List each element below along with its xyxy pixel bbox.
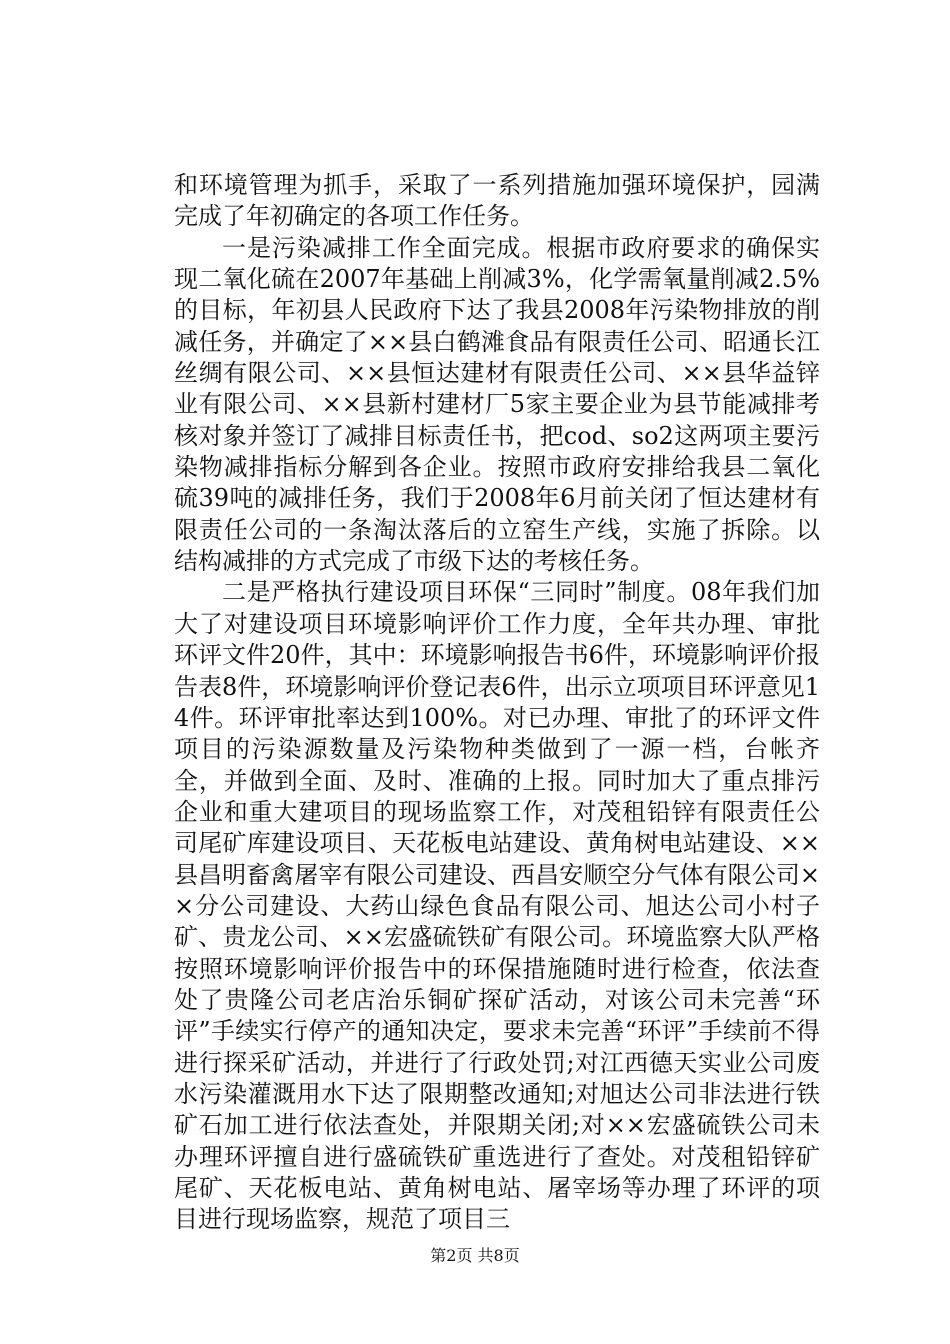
body-text xyxy=(174,170,820,1236)
paragraph-continuation: 和环境管理为抓手，采取了一系列措施加强环境保护，园满完成了年初确定的各项工作任务。 xyxy=(174,171,820,231)
paragraph-eia-system: 二是严格执行建设项目环保“三同时”制度。08年我们加大了对建设项目环境影响评价工作力度，全年共办理、审批环评文件20件，其中：环境影响报告书6件，环境影响评价报告表8件，环境影响评价登记表6件，出示立项项目环评意见14件。环评审批率达到100%。对已办理、审批了的环评文件项目的污染源数量及污染物种类做到了一源一档，台帐齐全，并做到全面、及时、准确的上报。同时加大了重点排污企业和重大建项目的现场监察工作，对茂租铅锌有限责任公司尾矿库建设项目、天花板电站建设、黄角树电站建设、××县昌明畜禽屠宰有限公司建设、西昌安顺空分气体有限公司××分公司建设、大药山绿色食品有限公司、旭达公司小村子矿、贵龙公司、××宏盛硫铁矿有限公司。环境监察大队严格按照环境影响评价报告中的环保措施随时进行检查，依法查处了贵隆公司老店治乐铜矿探矿活动，对该公司未完善“环评”手续实行停产的通知决定，要求未完善“环评”手续前不得进行探采矿活动，并进行了行政处罚;对江西德天实业公司废水污染灌溉用水下达了限期整改通知;对旭达公司非法进行铁矿石加工进行依法查处，并限期关闭;对××宏盛硫铁公司未办理环评擅自进行盛硫铁矿重选进行了查处。对茂租铅锌矿尾矿、天花板电站、黄角树电站、屠宰场等办理了环评的项目进行现场监察，规范了项目三 xyxy=(174,578,820,1234)
page-footer: 第2页 共8页 xyxy=(430,1246,520,1265)
paragraph-pollution-reduction: 一是污染减排工作全面完成。根据市政府要求的确保实现二氧化硫在2007年基础上削减3%，化学需氧量削减2.5%的目标，年初县人民政府下达了我县2008年污染物排放的削减任务，并确定了××县白鹤滩食品有限责任公司、昭通长江丝绸有限公司、××县恒达建材有限责任公司、××县华益锌业有限公司、××县新村建材厂5家主要企业为县节能减排考核对象并签订了减排目标责任书，把cod、so2这两项主要污染物减排指标分解到各企业。按照市政府安排给我县二氧化硫39吨的减排任务，我们于2008年6月前关闭了恒达建材有限责任公司的一条淘汰落后的立窑生产线，实施了拆除。以结构减排的方式完成了市级下达的考核任务。 xyxy=(174,233,820,576)
